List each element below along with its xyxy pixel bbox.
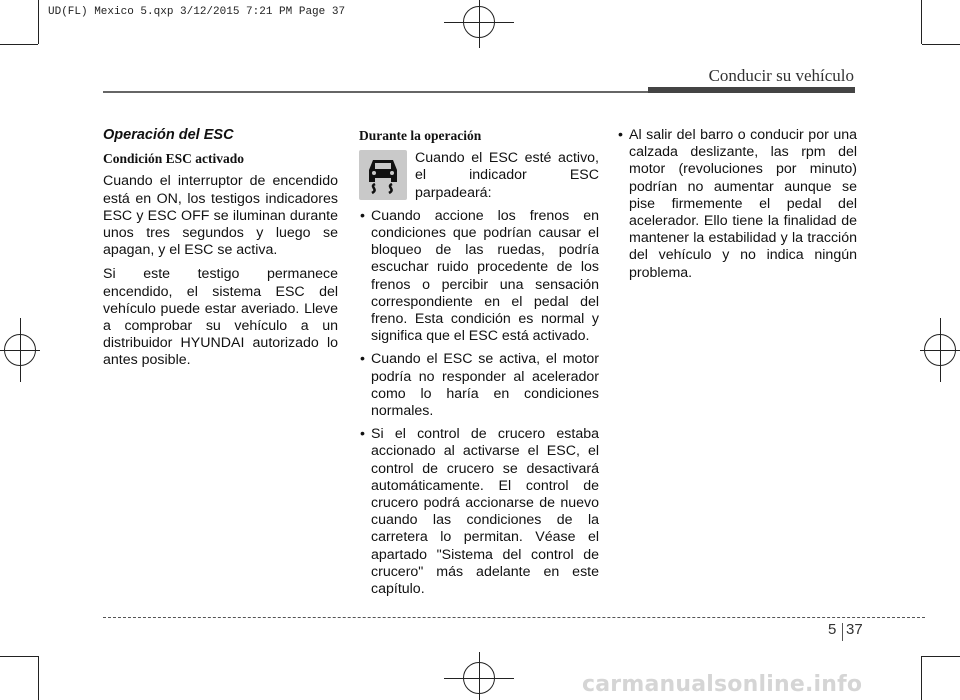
crop-mark <box>921 656 922 700</box>
paragraph: Si este testigo permanece encendido, el sistema ESC del vehículo puede estar averiado. Lleve a comprobar su vehículo a un distribuidor HYUNDAI autorizado lo antes posible. <box>103 266 338 369</box>
heading-esc-operation: Operación del ESC <box>103 127 234 143</box>
indicator-intro <box>359 150 599 202</box>
list-item: • Si el control de crucero estaba accionado al activarse el ESC, el control de crucero se desactivará automáticamente. El control de crucero podrá accionarse de nuevo cuando las condiciones de la carretera lo permitan. Véase el apartado "Sistema del control de crucero" más adelante en este capítulo. <box>359 426 599 598</box>
list-item: • Al salir del barro o conducir por una calzada deslizante, las rpm del motor (revoluciones por minuto) podrían no aumentar aunque se pise firmemente el pedal del acelerador. Ello tiene la finalidad de mantener la estabilidad y la tracción del vehículo y no indica ningún problema. <box>617 127 857 282</box>
column-right <box>617 127 857 288</box>
esc-skid-car-icon <box>359 150 407 200</box>
registration-mark <box>479 652 480 700</box>
crop-mark <box>922 44 960 45</box>
crop-mark <box>38 0 39 44</box>
indicator-intro-text: Cuando el ESC esté activo, el indicador ESC parpadeará: <box>415 150 599 201</box>
section-title: Conducir su vehículo <box>708 66 854 85</box>
heading-during-operation: Durante la operación <box>359 128 482 143</box>
list-item: • Cuando el ESC se activa, el motor podría no responder al acelerador como lo haría en condiciones normales. <box>359 351 599 420</box>
crop-mark <box>921 0 922 44</box>
bullet-list <box>617 127 857 282</box>
watermark: carmanualsonline.info <box>582 672 863 697</box>
crop-mark <box>0 656 38 657</box>
page-number: 37 <box>846 621 863 638</box>
page-number-separator <box>842 623 843 641</box>
paragraph: Cuando el interruptor de encendido está en ON, los testigos indicadores ESC y ESC OFF se iluminan durante unos tres segundos y luego se apagan, y el ESC se activa. <box>103 173 338 259</box>
registration-mark <box>479 0 480 48</box>
registration-mark <box>444 22 514 23</box>
footer-rule <box>103 617 925 618</box>
registration-mark <box>920 350 960 351</box>
bullet-list <box>359 208 599 598</box>
crop-mark <box>0 44 38 45</box>
subheading-esc-on: Condición ESC activado <box>103 151 245 167</box>
registration-mark <box>0 350 40 351</box>
registration-mark <box>444 678 514 679</box>
chapter-number: 5 <box>828 621 837 638</box>
list-item: • Cuando accione los frenos en condiciones que podrían causar el bloqueo de las ruedas, podría escuchar ruido procedente de los frenos o percibir una sensación correspondiente en el pedal del freno. Esta condición es normal y significa que el ESC está activado. <box>359 208 599 346</box>
crop-mark <box>38 656 39 700</box>
print-slug: UD(FL) Mexico 5.qxp 3/12/2015 7:21 PM Page 37 <box>48 6 346 18</box>
column-middle <box>359 127 599 604</box>
column-left <box>103 127 338 377</box>
crop-mark <box>922 656 960 657</box>
header-rule <box>103 91 648 93</box>
header-rule-accent <box>648 87 855 93</box>
